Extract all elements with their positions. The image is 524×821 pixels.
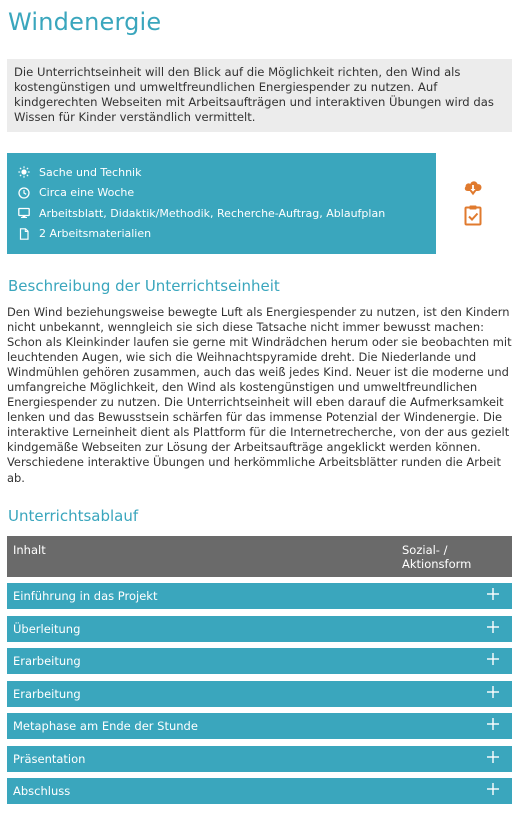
plus-icon[interactable] [486,782,500,796]
accordion-row-label: Metaphase am Ende der Stunde [13,719,198,733]
info-box [7,153,436,254]
info-materials [7,224,436,245]
accordion-row[interactable] [7,778,512,804]
monitor-icon [17,206,31,220]
plus-icon[interactable] [486,620,500,634]
info-duration [7,183,436,204]
column-header-sozial: Sozial- / Aktionsform [402,543,472,571]
accordion-row-label: Präsentation [13,752,86,766]
accordion-row[interactable] [7,681,512,707]
cloud-download-icon[interactable] [462,176,484,198]
info-types-label: Arbeitsblatt, Didaktik/Methodik, Recherche-Auftrag, Ablaufplan [39,206,386,220]
accordion-row[interactable] [7,713,512,739]
clock-icon [17,186,31,200]
plus-icon[interactable] [486,652,500,666]
accordion-row[interactable] [7,616,512,642]
accordion-row-label: Erarbeitung [13,654,81,668]
info-duration-label: Circa eine Woche [39,186,135,200]
info-subject [7,162,436,183]
accordion-row-label: Überleitung [13,622,81,636]
ablauf-heading: Unterrichtsablauf [8,507,139,525]
accordion-row-label: Erarbeitung [13,687,81,701]
info-materials-label: 2 Arbeitsmaterialien [39,227,152,241]
clipboard-check-icon[interactable] [462,204,484,226]
plus-icon[interactable] [486,717,500,731]
sun-icon [17,165,31,179]
plus-icon[interactable] [486,750,500,764]
page-title: Windenergie [8,8,162,36]
accordion-row[interactable] [7,648,512,674]
document-icon [17,227,31,241]
info-types [7,203,436,224]
accordion-row[interactable] [7,746,512,772]
ablauf-table-header [7,536,512,577]
accordion-row-label: Einführung in das Projekt [13,589,158,603]
column-header-inhalt: Inhalt [13,543,46,557]
plus-icon[interactable] [486,685,500,699]
side-actions [462,176,484,232]
description-text: Den Wind beziehungsweise bewegte Luft als Energiespender zu nutzen, ist den Kindern nicht unbekannt, wenngleich sie sich diese Tatsache nicht immer bewusst machen: Schon als Kleinkinder laufen sie gerne mit Windrädchen herum oder sie beobachten mit leuchtenden Augen, wie sich die Weihnachtspyramide dreht. Die Niederlande und Windmühlen gehören zusammen, auch das weiß jedes Kind. Neuer ist die moderne und umfangreiche Möglichkeit, den Wind als kostengünstigen und umweltfreundlichen Energiespender zu nutzen. Die Unterrichtseinheit will eben darauf die Aufmerksamkeit lenken und das Bewusstsein schärfen für das immense Potenzial der Windenergie. Die interaktive Lerneinheit dient als Plattform für die Internetrecherche, von der aus gezielt kindgemäße Webseiten zur Lösung der Arbeitsaufträge angeklickt werden können. Verschiedene interaktive Übungen und herkömmliche Arbeitsblätter runden die Arbeit ab. [7,305,512,485]
accordion-row-label: Abschluss [13,784,71,798]
intro-box: Die Unterrichtseinheit will den Blick auf die Möglichkeit richten, den Wind als kostengünstigen und umweltfreundlichen Energiespender zu nutzen. Auf kindgerechten Webseiten mit Arbeitsaufträgen und interaktiven Übungen wird das Wissen für Kinder verständlich vermittelt. [7,59,512,132]
accordion-row[interactable] [7,583,512,609]
info-subject-label: Sache und Technik [39,165,142,179]
plus-icon[interactable] [486,587,500,601]
description-heading: Beschreibung der Unterrichtseinheit [8,277,280,295]
